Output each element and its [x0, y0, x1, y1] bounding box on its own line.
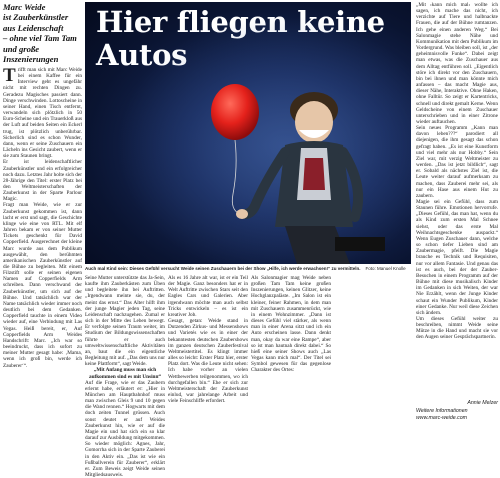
col5-paragraph: „Mit ›kann mich mal‹ wollte ich sagen, ich mache das nicht, ich verzichte auf Tiere und halbnackte Frauen, die auf der Bühne rumtanzen. Ich gehe einen anderen Weg.“ Bei Salonmagie stehe Nähe und Kommunikation mit dem Publikum im Vordergrund. Was bleiben soll, ist „der geheimnisvolle Funke“. Dabei zeigt man etwas, was die Zuschauer aus dem Alltag entführen soll. „Eigentlich störe ich direkt vor den Zuschauern, bin bei ihnen und man könnte mich anfassen – das macht Magie aus, dieser Nähe, Interaktive. Ohne Haken, ohne Falltür. So zeigt er Kartentricks, schnell und direkt gemalt Kerne. Wenn Geldscheine von einem Zuschauer unterschrieben und in einer Zitrone wieder auftauchen.	[416, 2, 498, 125]
column-2	[85, 275, 165, 478]
col2-paragraph: Auf die Frage, wie er das Zaubern erlernt habe, erläutert er: „Hier in München am Hauptbahnhof muss man zwischen Gleis 9 und 10 gegen die Wand rennen.“ Hogwarts mit dem doch zeiten Tunnel grüssen. Auch sonst deutet er auf Weides Zauberkunst hin, wie er auf die Magie ein und hat sich ein so klar darauf zur Ausbildung mitgekommen. So wieder möglich: Agnes, Jahr, Gomorrha sich in der Sparte Zauberei in den Aktiv ein. „Das ist wie ein Fußballverein für Zauberer“, erklärt er. Zum Beweis zeigt Weide seinen Mitgliedsausweis.	[85, 379, 165, 478]
lead-line: aus Leidenschaft	[3, 22, 64, 33]
lead-line: Marc Weide	[3, 2, 46, 12]
lead-intro	[3, 2, 83, 64]
caption-text: Auch mal Kind sein: Dieses Gefühl versucht Weide seinen Zuschauern bei der Show „Hilfe, ich werde erwachsen!“ zu vermitteln.	[85, 266, 361, 271]
photo-caption	[85, 265, 415, 273]
col5-paragraph: Sein neues Programm „Kann man davon leben???“ parodiert all diejenigen, die ihm gesagt das schon gefragt haben. „Es ist eine Kunstform und viel mehr als nur Hobby.“ Sein Ziel war, mit verzig Weltmeister zu werden. „Das ist jetzt bildlich“, sagt er. Sobald als nächstes Ziel ist, die Leute weiter darauf aufmerksam zu machen, dass Zauberei mehr sei, als nur ein Hase aus einem Hut zu zaubern.	[416, 125, 498, 199]
col1-paragraph: Er ist leidenschaftlicher Zauberkünstler und ein erfolgreicher noch dazu. Letztes Jahr holte sich der 28-Jährige den Titel: erster Platz bei den Weltmeisterschaften der Zauberkunst in der Sparte Parlour Magic.	[3, 159, 82, 203]
col3-paragraph: Gesagt, getan: Weide stand in Dutzenden Zirkus- und Messenshows und Varietés wie es in einer der bekanntesten deutschen Zaubershows im ganzen deutschen Zauberfestival Weltmeistertitel. Es klingt immer alles so leicht: Erster Platz hier, erster Platz dort. Was die Leute nicht sehen: Ich habe vorher an vielen Wettbewerben teilgenommen, wo ich durchgefallen bin.“ Ehe er sich zur Weltmeisterschaft der Zauberkunst einlud, war jahrelange Arbeit und viele Feinschliffe erfordert.	[168, 318, 248, 405]
column-1	[3, 67, 82, 425]
column-5	[416, 2, 498, 397]
lead-line: ist Zauberkünstler	[3, 12, 69, 23]
caption-credit: Foto: Manuel Knolle	[365, 266, 406, 271]
more-info-label: Weitere Informationen	[416, 408, 468, 414]
website-link[interactable]: www.marc-weide.com	[416, 415, 468, 421]
lead-line: und große	[3, 43, 40, 54]
column-4	[251, 275, 331, 425]
col5-paragraph: Um dieses Gefühl weiter zu beschreiben, nimmt Weide seine Mütze in die Hand und macht sie vor den Augen seiner Gesprächspartnerin.	[416, 315, 498, 341]
article-photo	[85, 2, 411, 264]
col1-paragraph: Fragt man Weide, wie er zur Zauberkunst gekommen ist, dann lacht er erst und sagt, die Geschichte klinge wie eine von RTL. Mit elf Jahren bekam er von seiner Mutter Tickets geschenkt für David Copperfield. Ausgerechnet der kleine Marc wurde aus dem Publikum ausgewählt, den berühmten amerikanischen Zauberkünstler auf die Bühne zu begleiten. Mit einem Filzstift solle er seinen eigenen Namen auf Copperfields Arm schreiben. Dann verschwand der Zauberkünstler, um sich auf der Bühne. Und tatsächlich war der Name tatsächlich wieder immer noch deutlich bei dem Gedanken. Copperfield tauchte in einem Video wieder auf, eine Verbindung mit Las Vegas. Heiß bereit, er, Auf Copperfields Arm Weides Handschrift: Marc. „Ich war so beeindruckt, dass ich sofort zu meiner Mutter gesagt habe: ‚Mama, wenn ich groß bin, werde ich Zauberer‘“.	[3, 202, 82, 369]
col4-paragraph: Als Salonmagier mag Weide neben großen Tam Tam keine großen Inszenierungen, keinen Glitzer, keine Hochglanzpaläste. „Im Salon ist ein kleiner, feiner Rahmen, in dem man mit Zuschauern zusammenrückt, wie in einem Wohnzimmer. „Dann ist dieses Gefühl viel stärker, als wenn man in einer Arena sitzt und ich ein Auto erscheinen lasse. Dann denkt man, okay da war eine Rampe“, aber so ist man hautnah direkt dabei.“ So hieß eine seiner Shows auch „Las Vegas kann mich mal“. Der Titel sei Symbol gewesen für das gegenlose Charakter des Ortes:	[251, 275, 331, 374]
author-byline: Annie Melzer	[467, 400, 498, 406]
col1-paragraph: Trifft man sich mit Marc Weide bei einem Kaffee für ein Interview geht es ungefähr nicht mit rechten Dingen zu. Geradezu Magisches passiert dann. Dinge verschwinden. Lottoscheine in seiner Hand, einen Tisch entfernt, verwandeln sich plötzlich in 50 Euro-Scheine und ein Trauerkloß aus der Luft auf beiden Seiten ein Eckerl trug, ist plötzlich unberührbar. Sicherlich sind es schon Wunder, dann, wenn er seine Zuschauern ein Lächeln ins Gesicht zaubert, wenn er sie zum Staunen bringt.	[3, 65, 82, 160]
col2-paragraph: Seine Mutter unterstützte das Ja-Sein, kaufte ihm Zauberkästen zum Üben und begleitete ihn bei Auftritten. „Irgendwann meinte sie, du, der meint das ernst.“ Das Alter hilft ihm der junge Magier jeden Tag, seine Leidenschaft nachzugehen. Zumal er sich in der Mitte des Leben bewegt. Er verfolgte seinen Traum weiter, im Studium der Bildungswissenschaften führte er auch umweltwissenschaftliche Aktivitäten an, baut die ein eigentliche Begleitung mit auf. „Das dem uns nur keine Plattform“, sagt Weide.	[85, 275, 165, 368]
col5-paragraph: Magie sei ein Gefühl, dass zum Staunen führe. Emotionen hervorrufe. „Dieses Gefühl, das man hat, wenn du als Kind zum ersten Mal Schnee siehst, oder das erste Mal Weihnachtsgeschenke auspackt.“ Wenn Eugen Zuschauer dann, welche so schon tiefer Lieben sind am Zaubermagie, pfeift. Die Magie brauche es Technik und Requisiten, nur vor allem Fantasie. Und genau das ist es auch, bei der der Zauber-Besuchen in einem Programm auf der Bühne mit diese musikalisch Kinder im Gedanken in sich Weiten, der war Nie Erzählt, wenn der Junge Kinder schaut ein Wunder Publikum, Kinder einer Gedanke. Nur weil diese Zeichen sich ändern.	[416, 199, 498, 316]
column-3	[168, 275, 248, 425]
drop-cap: T	[3, 65, 16, 86]
magician-illustration	[85, 2, 411, 264]
lead-line: Inszenierungen	[3, 54, 59, 65]
col2-subheading: „Mit Anfang muss man sich aufkommen sind es mit Unsinn“	[88, 367, 162, 380]
col3-paragraph: Als es 16 Jahre alt war, ist er ein Teil der Magie. Ganz besonders hat er in Welt Auftritte zwischen Stars seit den Eagles Cars und Galerien. Aber irgendwann möchte man auch selbst Tricks entwickeln – es ist ein kreativer Job.	[168, 275, 248, 318]
lead-line: – ohne viel Tam Tam	[3, 33, 77, 44]
